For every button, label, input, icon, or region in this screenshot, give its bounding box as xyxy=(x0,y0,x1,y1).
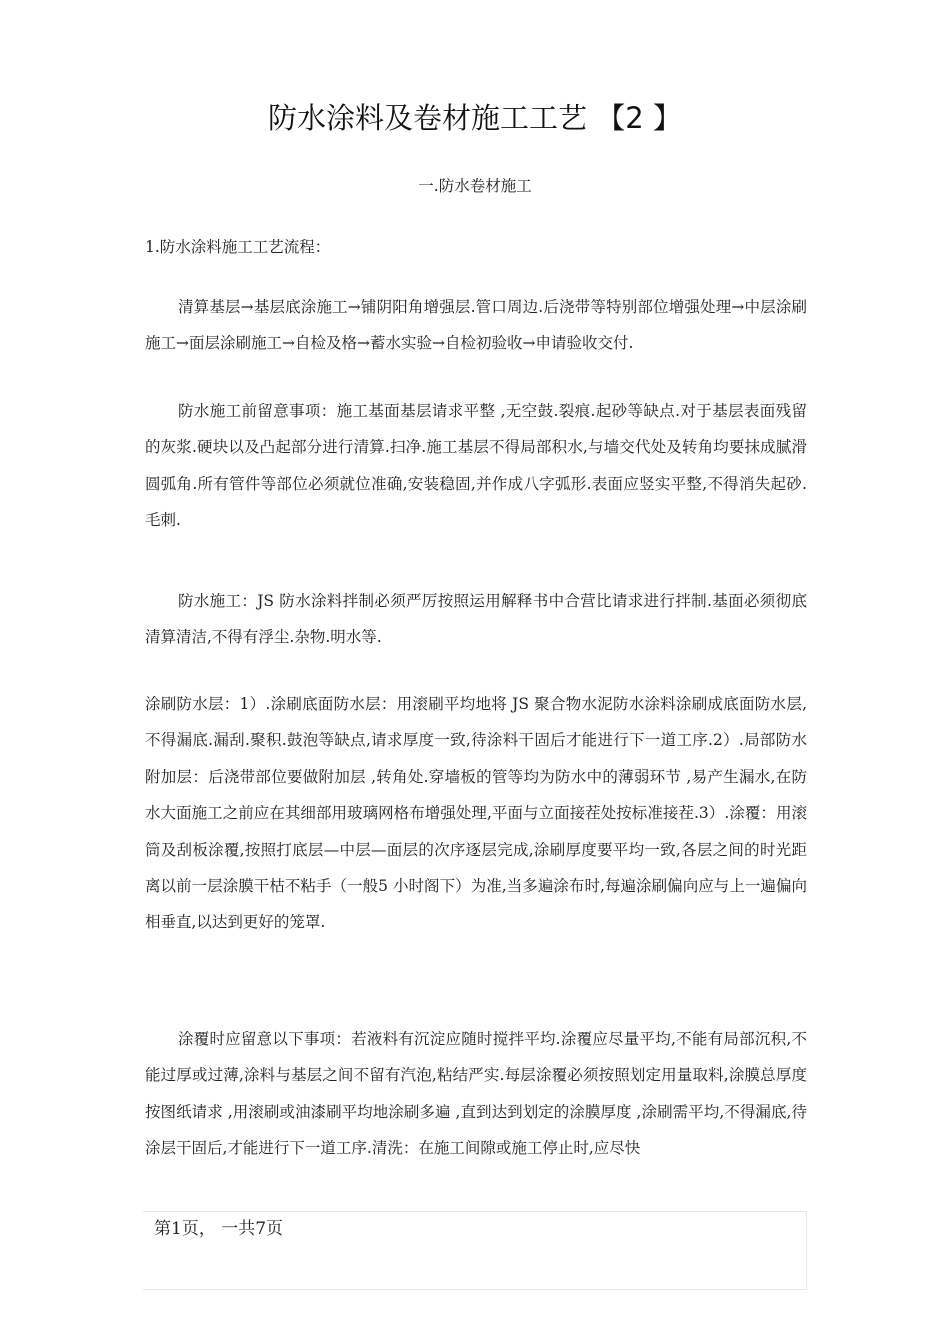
section-subtitle: 一.防水卷材施工 xyxy=(418,177,532,195)
paragraph-process-flow: 清算基层→基层底涂施工→铺阴阳角增强层.管口周边.后浇带等特别部位增强处理→中层涂刷施工→面层涂刷施工→自检及格→蓄水实验→自检初验收→申请验收交付. xyxy=(145,298,807,353)
process-heading: 1.防水涂料施工工艺流程： xyxy=(145,238,331,256)
paragraph-construction: 防水施工：JS 防水涂料拌制必须严厉按照运用解释书中合营比请求进行拌制.基面必须彻底清算清洁,不得有浮尘.杂物.明水等. xyxy=(145,592,807,647)
document-title: 防水涂料及卷材施工工艺 【2 】 xyxy=(268,101,682,135)
paragraph-precautions: 防水施工前留意事项：施工基面基层请求平整 ,无空鼓.裂痕.起砂等缺点.对于基层表面残留的灰浆.硬块以及凸起部分进行清算.扫净.施工基层不得局部积水,与墙交代处及转角均要抹成腻滑圆弧角.所有管件等部位必须就位准确,安装稳固,并作成八字弧形.表面应竖实平整,不得消失起砂.毛刺. xyxy=(145,402,807,530)
paragraph-coating-notes: 涂覆时应留意以下事项：若液料有沉淀应随时搅拌平均.涂覆应尽量平均,不能有局部沉积,不能过厚或过薄,涂料与基层之间不留有汽泡,粘结严实.每层涂覆必须按照划定用量取料,涂膜总厚度按图纸请求 ,用滚刷或油漆刷平均地涂刷多遍 ,直到达到划定的涂膜厚度 ,涂刷需平均,不得漏底,待涂层干固后,才能进行下一道工序.清洗：在施工间隙或施工停止时,应尽快 xyxy=(145,1030,807,1158)
paragraph-brushing: 涂刷防水层：1）.涂刷底面防水层：用滚刷平均地将 JS 聚合物水泥防水涂料涂刷成底面防水层,不得漏底.漏刮.聚积.鼓泡等缺点,请求厚度一致,待涂料干固后才能进行下一道工序.2）.局部防水附加层：后浇带部位要做附加层 ,转角处.穿墙板的管等均为防水中的薄弱环节 ,易产生漏水,在防水大面施工之前应在其细部用玻璃网格布增强处理,平面与立面接茬处按标准接茬.3）.涂覆：用滚筒及刮板涂覆,按照打底层—中层—面层的次序逐层完成,涂刷厚度要平均一致,各层之间的时光距离以前一层涂膜干枯不粘手（一般5 小时阁下）为准,当多遍涂布时,每遍涂刷偏向应与上一遍偏向相垂直,以达到更好的笼罩. xyxy=(145,695,807,932)
page-number: 第1页， 一共7页 xyxy=(154,1219,284,1239)
